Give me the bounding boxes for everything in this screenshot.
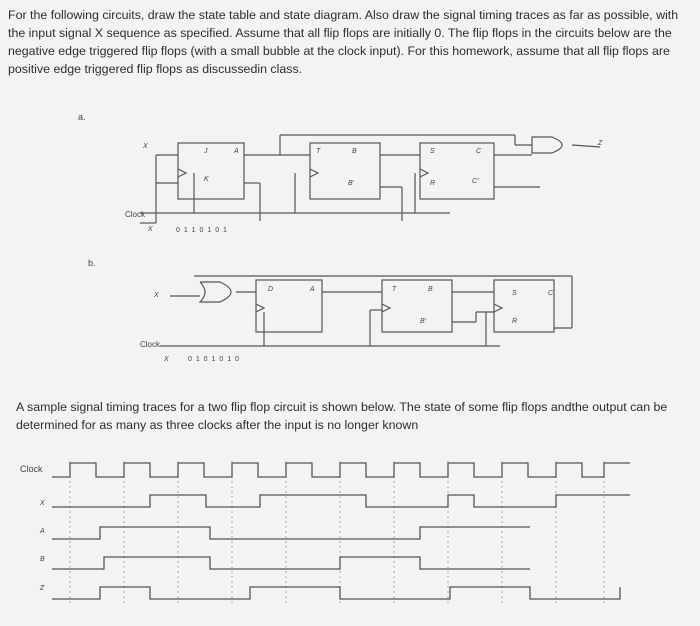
circuit-a-qn-c: C' <box>472 178 479 185</box>
trace-clock <box>52 463 630 477</box>
circuit-a-q-a: A <box>234 148 239 155</box>
circuit-b-t: T <box>392 286 397 293</box>
circuit-a-t: T <box>316 148 321 155</box>
circuit-b-s: S <box>512 290 517 297</box>
timing-label-clock: Clock <box>20 464 43 474</box>
circuit-a-k: K <box>204 176 209 183</box>
circuit-b-r: R <box>512 318 518 325</box>
circuit-b-q-a: A <box>310 286 315 293</box>
circuit-b-q-b: B <box>428 286 433 293</box>
timing-label-z: Z <box>40 585 45 592</box>
circuit-a-q-b: B <box>352 148 357 155</box>
timing-label-b: B <box>40 556 45 563</box>
trace-z <box>52 587 620 599</box>
circuit-a-sequence: 0 1 1 0 1 0 1 <box>176 227 228 234</box>
circuit-b-qn-b: B' <box>420 318 427 325</box>
sample-description: A sample signal timing traces for a two flip flop circuit is shown below. The state of some flip flops andthe output can be determined for as many as three clocks after the input is no longer known <box>16 400 668 432</box>
circuit-a-input-x: X <box>143 143 148 150</box>
circuit-b-seq-x: X <box>164 356 169 363</box>
circuit-a-output-z: Z <box>598 140 603 147</box>
circuit-a-clock-label: Clock <box>125 210 146 219</box>
circuit-a-seq-x: X <box>148 226 153 233</box>
circuit-b-diagram <box>160 268 580 358</box>
circuit-b-input-x: X <box>154 292 159 299</box>
timing-label-a: A <box>40 528 45 535</box>
circuit-b-d: D <box>268 286 274 293</box>
circuit-a-s: S <box>430 148 435 155</box>
circuit-a-q-c: C <box>476 148 482 155</box>
circuit-b-q-c: C <box>548 290 554 297</box>
problem-statement: For the following circuits, draw the state table and state diagram. Also draw the signal timing traces as far as possible, with the input signal X sequence as specified. Assume that all flip flops are initially 0. The flip flops in the circuits below are the negative edge triggered flip flops (with a small bubble at the clock input). For this homework, assume that all flip flops are positive edge triggered flip flops as discussedin class. <box>8 8 679 76</box>
trace-x <box>52 495 630 507</box>
circuit-a-j: J <box>204 148 208 155</box>
timing-diagram <box>0 455 700 620</box>
circuit-a-label: a. <box>78 112 86 122</box>
circuit-b-label: b. <box>88 258 96 268</box>
timing-label-x: X <box>40 500 45 507</box>
circuit-a-r: R <box>430 180 436 187</box>
circuit-b-clock-label: Clock <box>140 340 161 349</box>
circuit-b-sequence: 0 1 0 1 0 1 0 <box>188 356 240 363</box>
circuit-a-qn-b: B' <box>348 180 355 187</box>
